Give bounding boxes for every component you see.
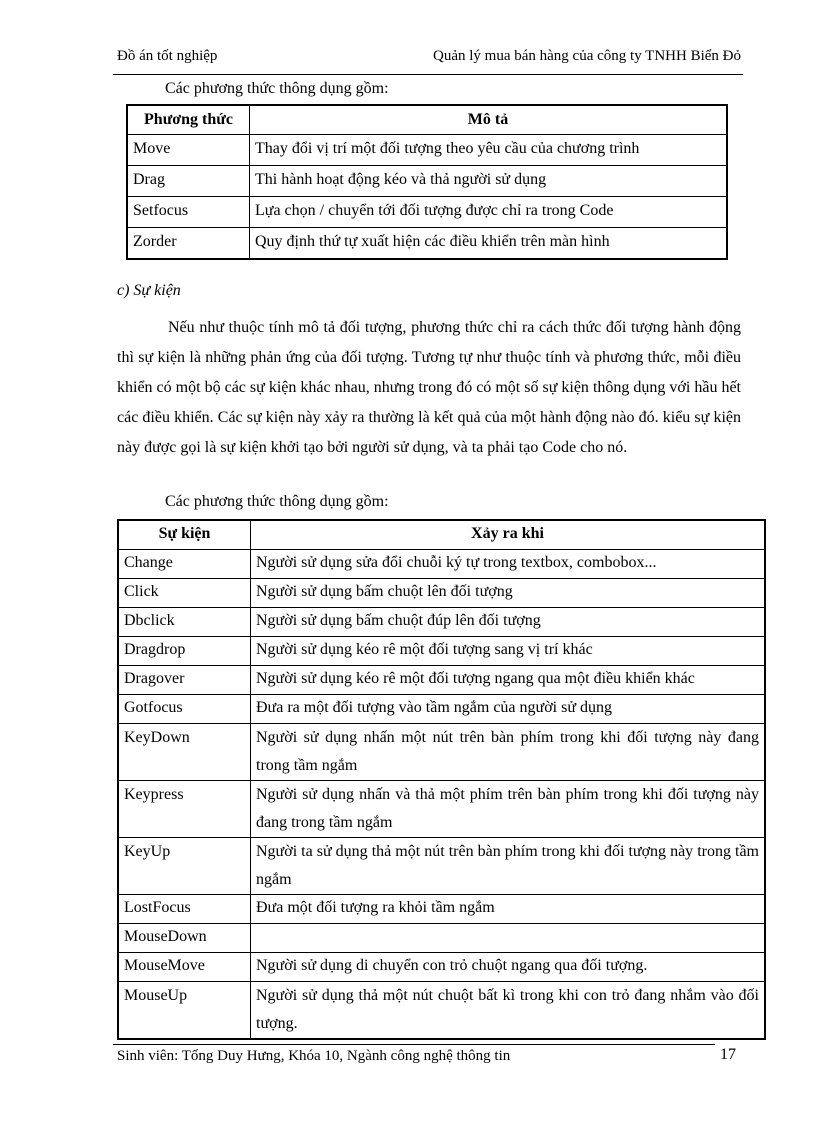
methods-intro: Các phương thức thông dụng gồm: (165, 80, 389, 97)
event-description: Người sử dụng kéo rê một đối tượng ngang qua một điều khiển khác (251, 666, 766, 695)
table-row (118, 666, 765, 695)
table-row (118, 924, 765, 953)
header-divider (113, 74, 743, 75)
event-description: Người sử dụng sửa đổi chuỗi ký tự trong textbox, combobox... (251, 550, 766, 579)
methods-header-name: Phương thức (127, 105, 250, 135)
table-row (127, 197, 727, 228)
method-description: Quy định thứ tự xuất hiện các điều khiển trên màn hình (250, 228, 728, 260)
header-left-title: Đồ án tốt nghiệp (117, 48, 218, 64)
table-row (118, 550, 765, 579)
table-row (118, 953, 765, 982)
table-row (118, 895, 765, 924)
event-description: Đưa ra một đối tượng vào tầm ngắm của người sử dụng (251, 695, 766, 724)
event-name: LostFocus (118, 895, 251, 924)
event-name: Dragdrop (118, 637, 251, 666)
page-header (117, 48, 741, 70)
event-name: MouseMove (118, 953, 251, 982)
event-description: Người sử dụng bấm chuột lên đối tượng (251, 579, 766, 608)
event-description: Người ta sử dụng thả một nút trên bàn phím trong khi đối tượng này trong tầm ngắm (251, 838, 766, 895)
table-row (118, 982, 765, 1040)
section-title: c) Sự kiện (117, 282, 181, 299)
event-description: Người sử dụng kéo rê một đối tượng sang vị trí khác (251, 637, 766, 666)
event-name: MouseDown (118, 924, 251, 953)
table-row (127, 135, 727, 166)
table-row (118, 579, 765, 608)
table-row (118, 608, 765, 637)
table-row (127, 166, 727, 197)
event-description (251, 924, 766, 953)
table-row (127, 228, 727, 260)
method-name: Zorder (127, 228, 250, 260)
page-footer: Sinh viên: Tống Duy Hưng, Khóa 10, Ngành công nghệ thông tin (117, 1048, 511, 1064)
body-paragraph: Nếu như thuộc tính mô tả đối tượng, phương thức chỉ ra cách thức đối tượng hành động thì sự kiện là những phản ứng của đối tượng. Tương tự như thuộc tính và phương thức, mỗi điều khiển có một bộ các sự kiện khác nhau, nhưng trong đó có một số sự kiện thông dụng với hầu hết các điều khiển. Các sự kiện này xảy ra thường là kết quả của một hành động nào đó. kiểu sự kiện này được gọi là sự kiện khởi tạo bởi người sử dụng, và ta phải tạo Code cho nó. (117, 319, 741, 456)
event-name: KeyDown (118, 724, 251, 781)
method-name: Drag (127, 166, 250, 197)
table-row (118, 781, 765, 838)
table-header-row (118, 520, 765, 550)
event-description: Người sử dụng thả một nút chuột bất kì trong khi con trỏ đang nhắm vào đối tượng. (251, 982, 766, 1040)
table-row (118, 838, 765, 895)
event-name: Dbclick (118, 608, 251, 637)
footer-divider (113, 1044, 715, 1045)
method-description: Lựa chọn / chuyển tới đối tượng được chỉ ra trong Code (250, 197, 728, 228)
methods-table (126, 104, 728, 260)
event-description: Người sử dụng bấm chuột đúp lên đối tượng (251, 608, 766, 637)
events-intro: Các phương thức thông dụng gồm: (165, 493, 389, 510)
events-table (117, 519, 766, 1040)
method-name: Setfocus (127, 197, 250, 228)
event-name: Keypress (118, 781, 251, 838)
methods-header-description: Mô tả (250, 105, 728, 135)
event-name: Change (118, 550, 251, 579)
event-description: Người sử dụng nhấn một nút trên bàn phím trong khi đối tượng này đang trong tầm ngắm (251, 724, 766, 781)
event-name: Click (118, 579, 251, 608)
event-description: Đưa một đối tượng ra khỏi tầm ngắm (251, 895, 766, 924)
event-name: MouseUp (118, 982, 251, 1040)
table-row (118, 637, 765, 666)
table-row (118, 724, 765, 781)
header-right-title: Quản lý mua bán hàng của công ty TNHH Biển Đỏ (433, 48, 741, 64)
table-header-row (127, 105, 727, 135)
method-name: Move (127, 135, 250, 166)
method-description: Thay đổi vị trí một đối tượng theo yêu cầu của chương trình (250, 135, 728, 166)
method-description: Thi hành hoạt động kéo và thả người sử dụng (250, 166, 728, 197)
events-header-name: Sự kiện (118, 520, 251, 550)
event-description: Người sử dụng di chuyển con trỏ chuột ngang qua đối tượng. (251, 953, 766, 982)
events-header-description: Xảy ra khi (251, 520, 766, 550)
event-name: Dragover (118, 666, 251, 695)
page-number: 17 (720, 1046, 736, 1063)
event-description: Người sử dụng nhấn và thả một phím trên bàn phím trong khi đối tượng này đang trong tầm ngắm (251, 781, 766, 838)
event-name: KeyUp (118, 838, 251, 895)
event-name: Gotfocus (118, 695, 251, 724)
table-row (118, 695, 765, 724)
